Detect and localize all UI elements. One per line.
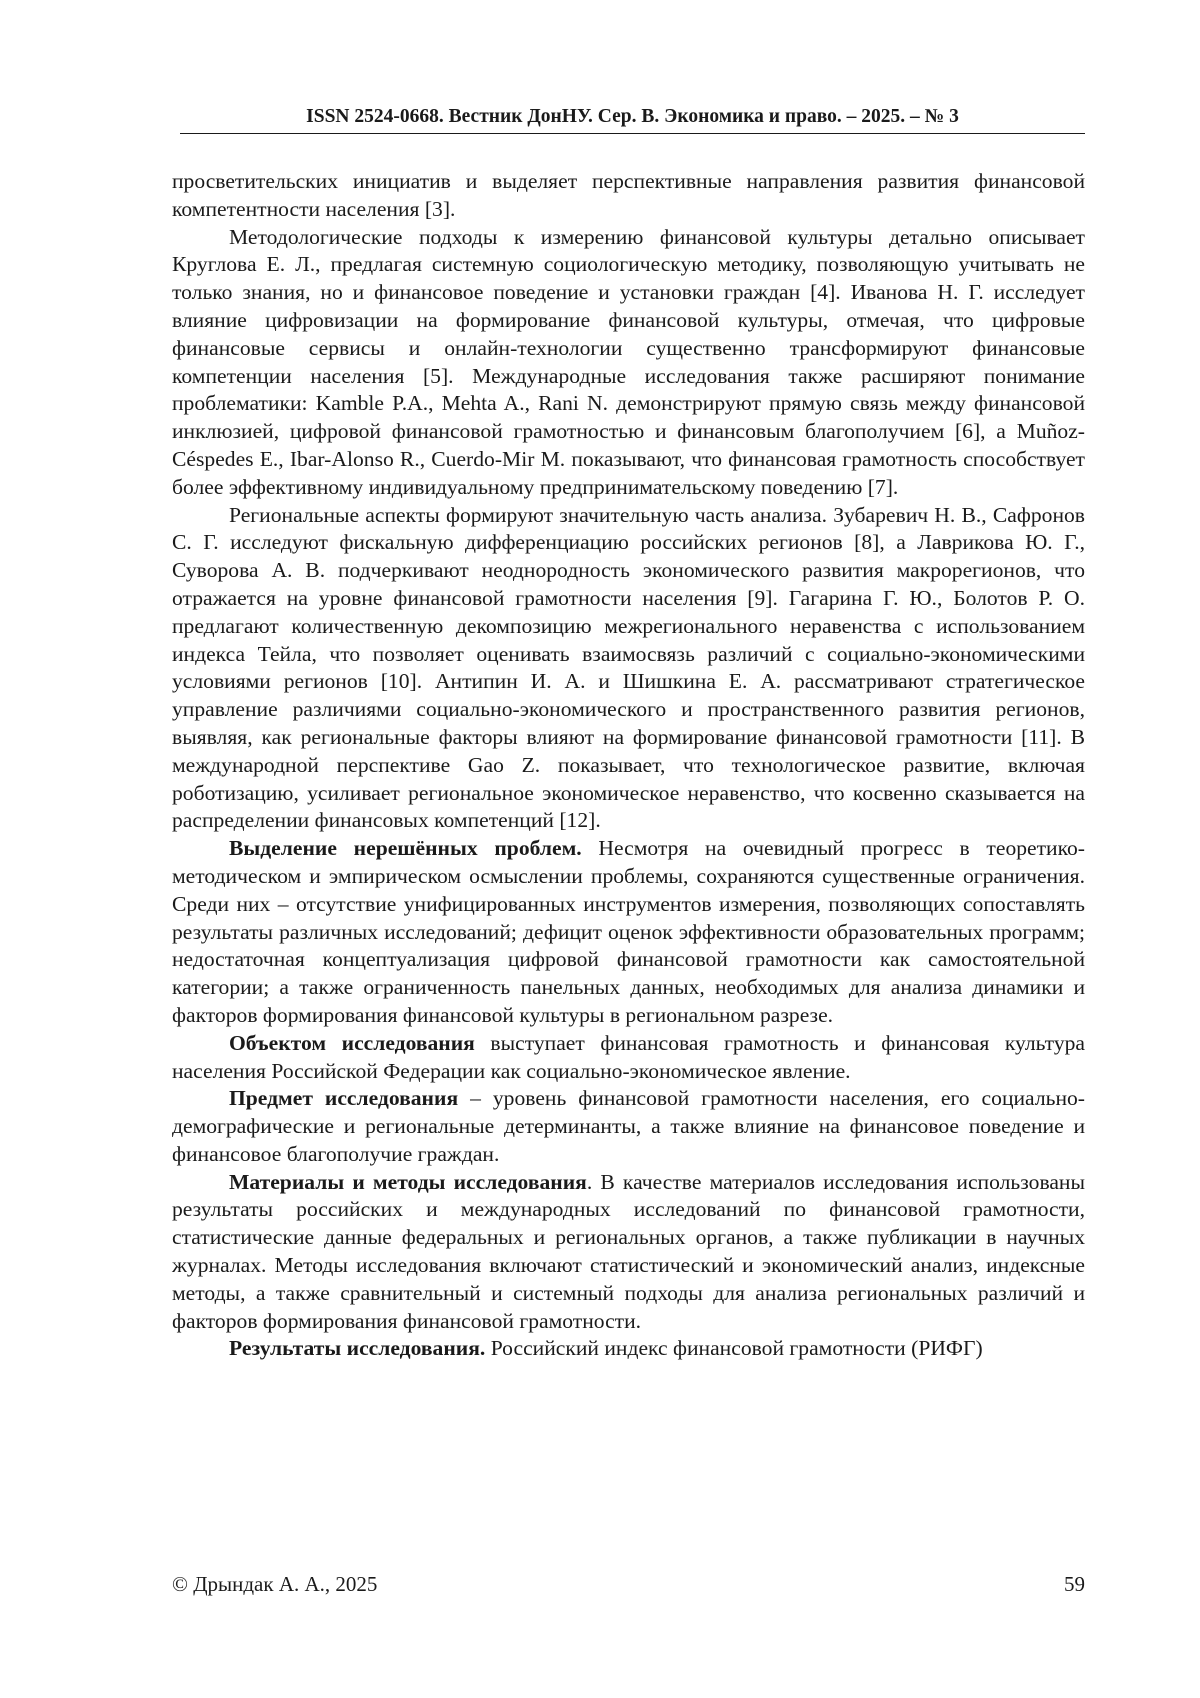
page-number: 59 (1064, 1572, 1085, 1596)
article-body (172, 168, 1085, 1363)
paragraph-object (172, 1030, 1085, 1086)
paragraph-text: выступает финансовая грамотность и финансовая культура населения Российской Федерации как социально-экономическое явление. (172, 1030, 1085, 1083)
paragraph-text: Методологические подходы к измерению финансовой культуры детально описывает Круглова Е. Л., предлагая системную социологическую методику, позволяющую учитывать не только знания, но и финансовое поведение и установки граждан [4]. Иванова Н. Г. исследует влияние цифровизации на формирование финансовой культуры, отмечая, что цифровые финансовые сервисы и онлайн-технологии существенно трансформируют финансовые компетенции населения [5]. Международные исследования также расширяют понимание проблематики: Kamble P.A., Mehta A., Rani N. демонстрируют прямую связь между финансовой инклюзией, цифровой финансовой грамотностью и финансовым благополучием [6], а Muñoz-Céspedes E., Ibar-Alonso R., Cuerdo-Mir M. показывают, что финансовая грамотность способствует более эффективному индивидуальному предпринимательскому поведению [7]. (172, 224, 1085, 499)
paragraph-text: Региональные аспекты формируют значительную часть анализа. Зубаревич Н. В., Сафронов С. Г. исследуют фискальную дифференциацию российских регионов [8], а Лаврикова Ю. Г., Суворова А. В. подчеркивают неоднородность экономического развития макрорегионов, что отражается на уровне финансовой грамотности населения [9]. Гагарина Г. Ю., Болотов Р. О. предлагают количественную декомпозицию межрегионального неравенства с использованием индекса Тейла, что позволяет оценивать взаимосвязь различий с социально-экономическими условиями регионов [10]. Антипин И. А. и Шишкина Е. А. рассматривают стратегическое управление различиями социально-экономического и пространственного развития регионов, выявляя, как региональные факторы влияют на формирование финансовой грамотности [11]. В международной перспективе Gao Z. показывает, что технологическое развитие, включая роботизацию, усиливает региональное экономическое неравенство, что косвенно сказывается на распределении финансовых компетенций [12]. (172, 502, 1085, 833)
paragraph-methodology (172, 224, 1085, 502)
paragraph-regional (172, 502, 1085, 836)
page-footer (172, 1572, 1085, 1597)
paragraph-lead: Объектом исследования (229, 1030, 475, 1055)
paragraph-materials-methods (172, 1169, 1085, 1336)
paragraph-lead: Предмет исследования (229, 1086, 459, 1111)
paragraph-text: просветительских инициатив и выделяет перспективные направления развития финансовой компетентности населения [3]. (172, 169, 1085, 221)
paragraph-subject (172, 1085, 1085, 1168)
paragraph-text: Несмотря на очевидный прогресс в теоретико-методическом и эмпирическом осмыслении проблемы, сохраняются существенные ограничения. Среди них – отсутствие унифицированных инструментов измерения, позволяющих сопоставлять результаты различных исследований; дефицит оценок эффективности образовательных программ; недостаточная концептуализация цифровой финансовой грамотности как самостоятельной категории; а также ограниченность панельных данных, необходимых для анализа динамики и факторов формирования финансовой культуры в региональном разрезе. (172, 836, 1085, 1027)
paragraph-1 (172, 168, 1085, 224)
paragraph-lead: Выделение нерешённых проблем. (229, 836, 582, 861)
running-header: ISSN 2524-0668. Вестник ДонНУ. Сер. В. Экономика и право. – 2025. – № 3 (306, 106, 959, 127)
paragraph-text: Российский индекс финансовой грамотности (РИФГ) (485, 1336, 983, 1361)
header-divider (180, 133, 1085, 134)
paragraph-unsolved-problems (172, 835, 1085, 1030)
paragraph-lead: Результаты исследования. (229, 1336, 486, 1361)
paragraph-results (172, 1335, 1085, 1363)
paragraph-lead: Материалы и методы исследования (229, 1169, 587, 1194)
paragraph-text: – уровень финансовой грамотности населения, его социально-демографические и региональные детерминанты, а также влияние на финансовое поведение и финансовое благополучие граждан. (172, 1086, 1085, 1166)
copyright-notice: © Дрындак А. А., 2025 (172, 1572, 378, 1596)
paragraph-text: . В качестве материалов исследования использованы результаты российских и международных исследований по финансовой грамотности, статистические данные федеральных и региональных органов, а также публикации в научных журналах. Методы исследования включают статистический и экономический анализ, индексные методы, а также сравнительный и системный подходы для анализа региональных различий и факторов формирования финансовой грамотности. (172, 1169, 1086, 1333)
